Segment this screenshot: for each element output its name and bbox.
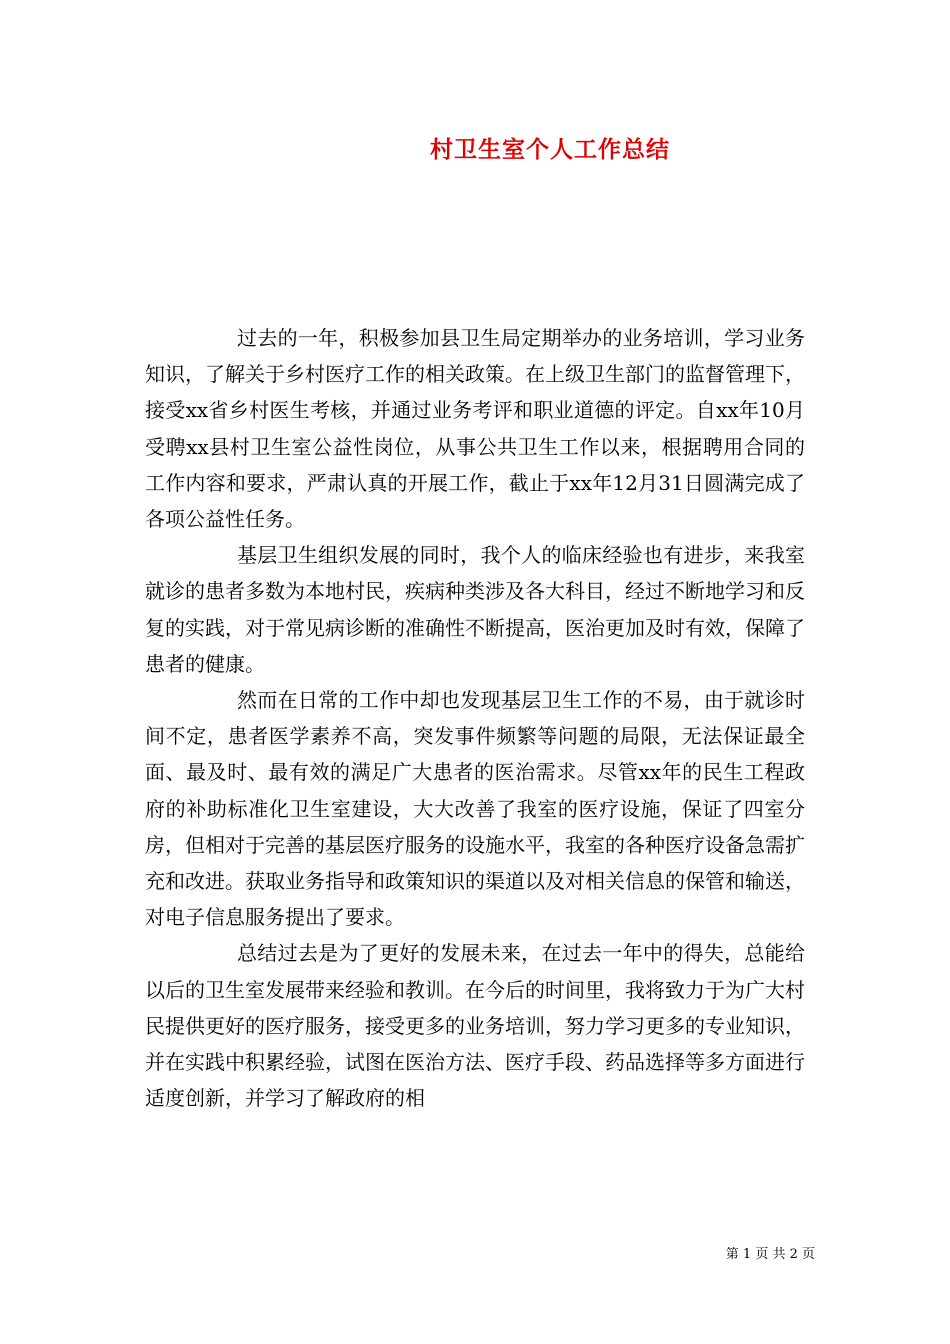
document-title: 村卫生室个人工作总结 xyxy=(430,136,670,163)
paragraph-3: 然而在日常的工作中却也发现基层卫生工作的不易，由于就诊时间不定，患者医学素养不高，突发事件频繁等问题的局限，无法保证最全面、最及时、最有效的满足广大患者的医治需求。尽管xx年的民生工程政府的补助标准化卫生室建设，大大改善了我室的医疗设施，保证了四室分房，但相对于完善的基层医疗服务的设施水平，我室的各种医疗设备急需扩充和改进。获取业务指导和政策知识的渠道以及对相关信息的保管和输送，对电子信息服务提出了要求。 xyxy=(145,688,805,930)
page-number-footer: 第 1 页 共 2 页 xyxy=(725,1247,815,1262)
paragraph-2: 基层卫生组织发展的同时，我个人的临床经验也有进步，来我室就诊的患者多数为本地村民，疾病种类涉及各大科目，经过不断地学习和反复的实践，对于常见病诊断的准确性不断提高，医治更加及时有效，保障了患者的健康。 xyxy=(145,543,805,676)
paragraph-1: 过去的一年，积极参加县卫生局定期举办的业务培训，学习业务知识，了解关于乡村医疗工作的相关政策。在上级卫生部门的监督管理下，接受xx省乡村医生考核，并通过业务考评和职业道德的评定。自xx年10月受聘xx县村卫生室公益性岗位，从事公共卫生工作以来，根据聘用合同的工作内容和要求，严肃认真的开展工作，截止于xx年12月31日圆满完成了各项公益性任务。 xyxy=(145,326,805,532)
document-body xyxy=(145,320,805,1116)
paragraph-4: 总结过去是为了更好的发展未来，在过去一年中的得失，总能给以后的卫生室发展带来经验和教训。在今后的时间里，我将致力于为广大村民提供更好的医疗服务，接受更多的业务培训，努力学习更多的专业知识，并在实践中积累经验，试图在医治方法、医疗手段、药品选择等多方面进行适度创新，并学习了解政府的相 xyxy=(145,941,805,1111)
